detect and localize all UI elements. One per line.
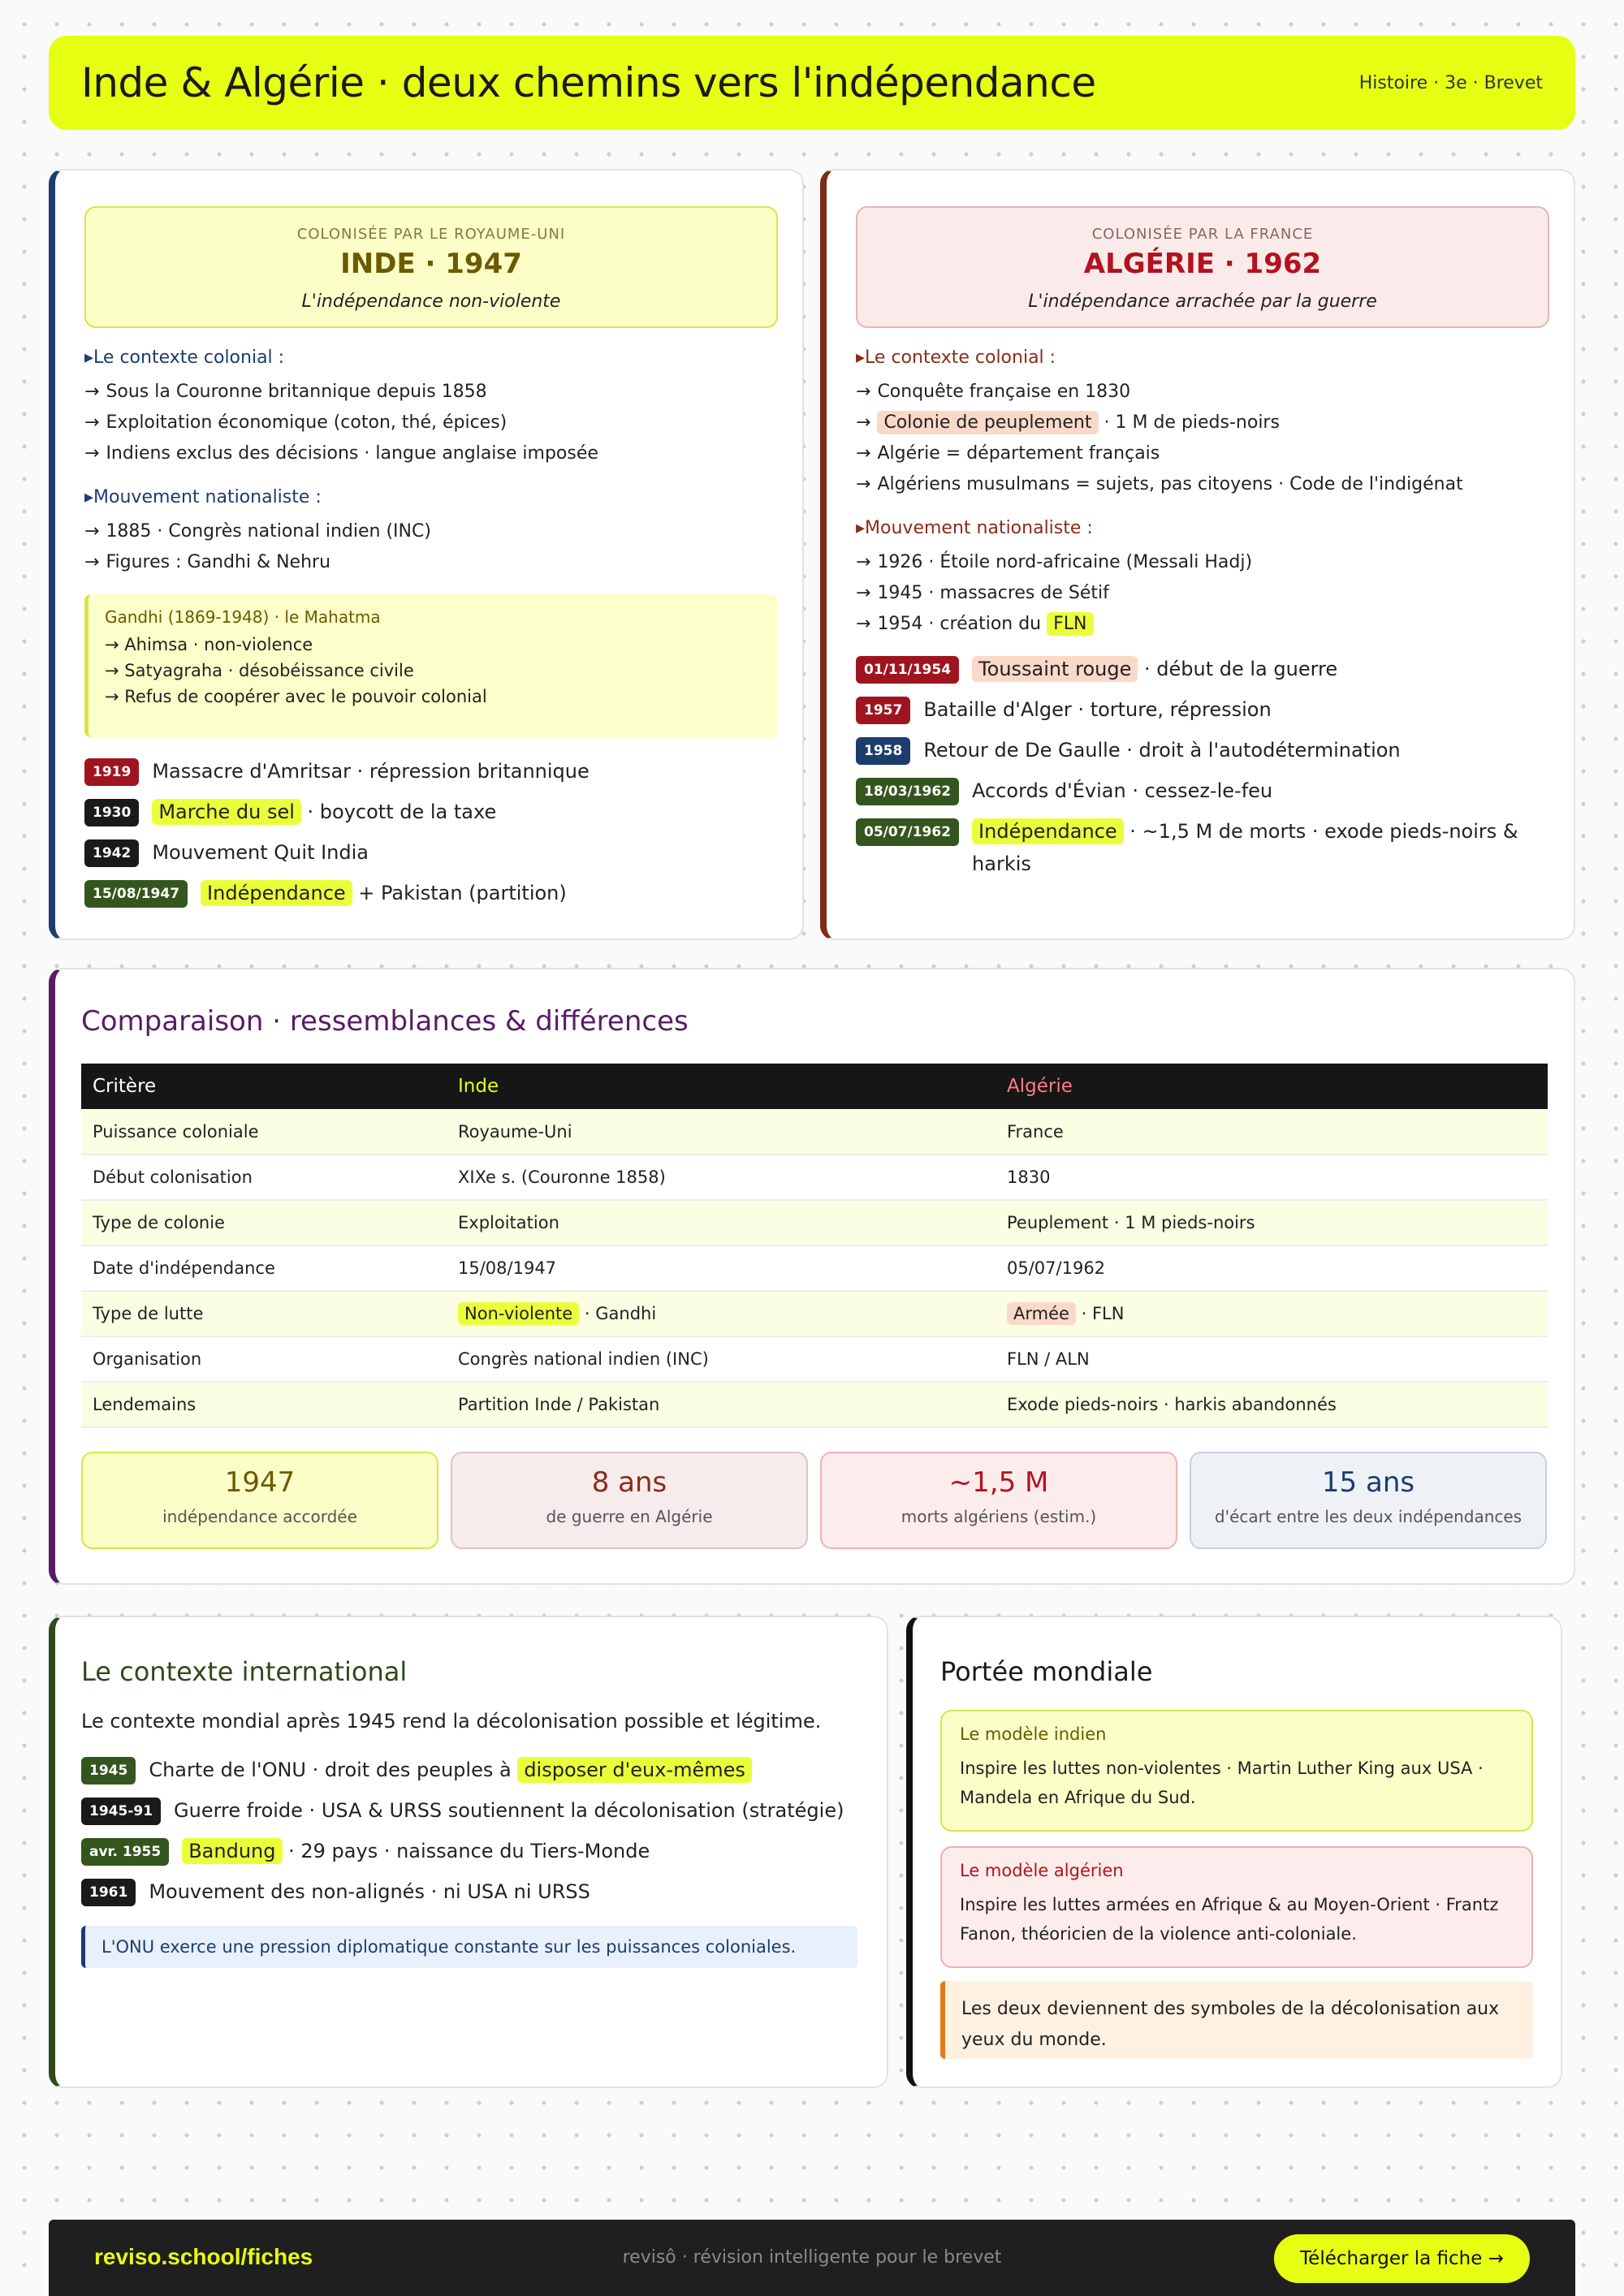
inde-hero: [84, 206, 778, 328]
algerie-tagline: L'indépendance arrachée par la guerre: [1028, 291, 1377, 312]
gandhi-item-text: Ahimsa · non-violence: [124, 635, 313, 654]
international-event: [81, 1879, 590, 1908]
algerie-event: [856, 737, 1401, 766]
inde-context-item: [84, 443, 598, 464]
stat-card: [1190, 1452, 1547, 1549]
arrow-icon: →: [84, 382, 100, 402]
algerie-movement-item: [856, 583, 1109, 603]
table-cell: Lendemains: [81, 1382, 447, 1427]
fln-highlight: FLN: [1047, 612, 1093, 636]
event-text: [182, 1835, 650, 1867]
table-cell: Type de colonie: [81, 1200, 447, 1245]
portee-title: Portée mondiale: [940, 1656, 1153, 1687]
table-cell: Exode pieds-noirs · harkis abandonnés: [996, 1382, 1548, 1427]
inde-event: [84, 839, 369, 869]
event-text-rest: + Pakistan (partition): [352, 882, 567, 904]
algerie-movement-title: ▸ Mouvement nationaliste :: [856, 518, 1093, 538]
page-title: Inde & Algérie · deux chemins vers l'indépendance: [81, 59, 1096, 106]
arrow-icon: →: [84, 521, 100, 542]
algerie-hero: [856, 206, 1549, 328]
inde-sub: COLONISÉE PAR LE ROYAUME-UNI: [296, 226, 566, 243]
stat-value: 1947: [224, 1466, 296, 1499]
arrow-icon: →: [856, 583, 871, 603]
event-highlight: Indépendance: [201, 880, 352, 906]
event-text: Accords d'Évian · cessez-le-feu: [972, 779, 1273, 802]
gandhi-item-text: Satyagraha · désobéissance civile: [124, 661, 414, 680]
gandhi-item-text: Refus de coopérer avec le pouvoir colonial: [124, 687, 487, 706]
algerie-title: ALGÉRIE · 1962: [1083, 248, 1322, 280]
date-badge: 18/03/1962: [856, 778, 959, 805]
table-row: [81, 1200, 1548, 1245]
algerie-context-item: [856, 443, 1160, 464]
table-cell: Début colonisation: [81, 1154, 447, 1200]
algerie-context-text: Algériens musulmans = sujets, pas citoyens · Code de l'indigénat: [877, 474, 1463, 494]
page-header: [49, 36, 1575, 130]
arrow-icon: →: [105, 661, 125, 680]
event-text-rest: · 29 pays · naissance du Tiers-Monde: [282, 1840, 650, 1862]
lutte-highlight-algerie: Armée: [1007, 1302, 1076, 1325]
inde-movement-item: [84, 521, 431, 542]
algerie-movement-item: [856, 552, 1252, 572]
event-text-rest: harkis: [972, 852, 1031, 875]
lutte-suffix: · Gandhi: [579, 1304, 657, 1323]
footer: [49, 2220, 1575, 2296]
inde-movement-text: Figures : Gandhi & Nehru: [106, 552, 331, 572]
international-event: [81, 1757, 752, 1786]
table-cell: Peuplement · 1 M pieds-noirs: [996, 1200, 1548, 1245]
date-badge: 1957: [856, 697, 910, 724]
event-highlight: Toussaint rouge: [972, 656, 1138, 682]
table-row: [81, 1245, 1548, 1291]
lutte-suffix: · FLN: [1075, 1304, 1125, 1323]
event-text: Massacre d'Amritsar · répression britannique: [152, 760, 590, 783]
comparison-title: Comparaison · ressemblances & différences: [81, 1005, 689, 1038]
algerie-event: [856, 697, 1272, 726]
stat-label: morts algériens (estim.): [901, 1507, 1097, 1526]
inde-context-title: ▸ Le contexte colonial :: [84, 347, 284, 368]
arrow-icon: →: [105, 687, 125, 706]
algerie-event: [856, 778, 1272, 807]
indien-model-box: [940, 1710, 1533, 1832]
inde-context-item: [84, 382, 487, 402]
indien-model-text: Inspire les luttes non-violentes · Martin Luther King aux USA · Mandela en Afrique du Sud.: [960, 1759, 1484, 1807]
download-button[interactable]: Télécharger la fiche →: [1274, 2234, 1530, 2283]
table-row: [81, 1336, 1548, 1382]
event-text: [149, 1754, 752, 1786]
event-text: Mouvement Quit India: [152, 841, 369, 864]
algerie-card: [820, 169, 1575, 940]
algerie-context-item: [856, 412, 1280, 433]
gandhi-item: [105, 687, 762, 706]
date-badge: 1945: [81, 1757, 136, 1785]
date-badge: 1930: [84, 799, 139, 826]
algerie-context-text: Conquête française en 1830: [877, 382, 1131, 402]
inde-movement-text: 1885 · Congrès national indien (INC): [106, 521, 431, 542]
event-text-rest: · boycott de la taxe: [300, 801, 497, 823]
stat-value: 8 ans: [591, 1466, 667, 1499]
event-text-rest: · début de la guerre: [1138, 658, 1338, 680]
algerie-context-text: · 1 M de pieds-noirs: [1098, 412, 1280, 433]
inde-event: [84, 799, 496, 828]
international-event: [81, 1838, 650, 1867]
event-highlight: disposer d'eux-mêmes: [517, 1757, 752, 1783]
event-text: Retour de De Gaulle · droit à l'autodétermination: [923, 739, 1401, 762]
inde-card: [49, 169, 804, 940]
event-highlight: Marche du sel: [152, 799, 301, 825]
stat-card: [451, 1452, 808, 1549]
date-badge: 01/11/1954: [856, 656, 959, 684]
event-text-rest: Charte de l'ONU · droit des peuples à: [149, 1759, 518, 1781]
date-badge: 15/08/1947: [84, 880, 188, 908]
arrow-icon: →: [84, 412, 100, 433]
event-highlight: Bandung: [182, 1838, 282, 1864]
table-row: [81, 1382, 1548, 1427]
table-cell: Partition Inde / Pakistan: [447, 1382, 996, 1427]
table-cell: France: [996, 1109, 1548, 1154]
column-header-algerie: Algérie: [996, 1064, 1548, 1109]
stat-label: d'écart entre les deux indépendances: [1214, 1507, 1522, 1526]
algerien-model-title: Le modèle algérien: [960, 1861, 1124, 1880]
event-text-rest: · ~1,5 M de morts · exode pieds-noirs &: [1123, 820, 1518, 843]
comparison-table: [81, 1064, 1548, 1428]
table-cell: Puissance coloniale: [81, 1109, 447, 1154]
event-text: Bataille d'Alger · torture, répression: [923, 698, 1272, 721]
table-cell: Organisation: [81, 1336, 447, 1382]
inde-context-text: Exploitation économique (coton, thé, épices): [106, 412, 508, 433]
date-badge: 1942: [84, 839, 139, 867]
table-cell: Type de lutte: [81, 1291, 447, 1336]
algerien-model-text: Inspire les luttes armées en Afrique & au Moyen-Orient · Frantz Fanon, théoricien de la violence anti-coloniale.: [960, 1895, 1499, 1944]
breadcrumb: Histoire · 3e · Brevet: [1358, 72, 1543, 93]
arrow-icon: →: [105, 635, 125, 654]
event-text: [201, 877, 567, 909]
date-badge: 05/07/1962: [856, 818, 959, 846]
event-text: Guerre froide · USA & URSS soutiennent la décolonisation (stratégie): [174, 1799, 844, 1822]
column-header-inde: Inde: [447, 1064, 996, 1109]
date-badge: 1945-91: [81, 1798, 161, 1825]
arrow-icon: →: [856, 443, 871, 464]
stat-card: [820, 1452, 1177, 1549]
inde-event: [84, 758, 590, 788]
inde-movement-item: [84, 552, 330, 572]
algerie-movement-text: 1945 · massacres de Sétif: [877, 583, 1109, 603]
algerie-context-item: [856, 474, 1463, 494]
table-cell: Royaume-Uni: [447, 1109, 996, 1154]
inde-context-item: [84, 412, 507, 433]
inde-tagline: L'indépendance non-violente: [301, 291, 561, 312]
gandhi-title: Gandhi (1869-1948) · le Mahatma: [105, 607, 381, 627]
event-text: [972, 815, 1518, 880]
inde-title: INDE · 1947: [340, 248, 522, 280]
algerie-context-highlight: Colonie de peuplement: [877, 411, 1098, 434]
stat-value: ~1,5 M: [948, 1466, 1049, 1499]
event-text: [152, 796, 496, 828]
footer-brand-link[interactable]: reviso.school/fiches: [94, 2244, 313, 2269]
table-row: [81, 1154, 1548, 1200]
date-badge: 1961: [81, 1879, 136, 1906]
table-cell: XIXe s. (Couronne 1858): [447, 1154, 996, 1200]
event-highlight: Indépendance: [972, 818, 1124, 844]
algerie-event: [856, 656, 1337, 685]
gandhi-box: [84, 594, 778, 737]
stat-card: [81, 1452, 438, 1549]
gandhi-item: [105, 661, 762, 680]
arrow-icon: →: [84, 443, 100, 464]
column-header-criterion: Critère: [81, 1064, 447, 1109]
event-text: Mouvement des non-alignés · ni USA ni URSS: [149, 1880, 590, 1903]
inde-context-text: Indiens exclus des décisions · langue anglaise imposée: [106, 443, 598, 464]
table-cell: FLN / ALN: [996, 1336, 1548, 1382]
date-badge: 1958: [856, 737, 910, 765]
table-cell: [447, 1291, 996, 1336]
algerie-context-text: Algérie = département français: [877, 443, 1160, 464]
arrow-icon: →: [856, 412, 871, 433]
inde-event: [84, 880, 567, 909]
stat-label: indépendance accordée: [162, 1507, 357, 1526]
algerie-movement-text: 1954 · création du: [877, 614, 1042, 634]
table-cell: 05/07/1962: [996, 1245, 1548, 1291]
table-cell: [996, 1291, 1548, 1336]
table-header-row: [81, 1064, 1548, 1109]
table-cell: Date d'indépendance: [81, 1245, 447, 1291]
table-row: [81, 1291, 1548, 1336]
algerie-context-title: ▸ Le contexte colonial :: [856, 347, 1056, 368]
event-text: [972, 653, 1337, 685]
arrow-icon: →: [856, 474, 871, 494]
arrow-icon: →: [856, 382, 871, 402]
table-cell: 1830: [996, 1154, 1548, 1200]
portee-note: Les deux deviennent des symboles de la décolonisation aux yeux du monde.: [940, 1981, 1533, 2059]
algerien-model-box: [940, 1846, 1533, 1968]
date-badge: 1919: [84, 758, 139, 786]
international-intro: Le contexte mondial après 1945 rend la décolonisation possible et légitime.: [81, 1710, 822, 1733]
table-cell: Congrès national indien (INC): [447, 1336, 996, 1382]
stat-value: 15 ans: [1321, 1466, 1415, 1499]
inde-context-text: Sous la Couronne britannique depuis 1858: [106, 382, 487, 402]
arrow-icon: →: [856, 552, 871, 572]
arrow-icon: →: [856, 614, 871, 634]
algerie-context-item: [856, 382, 1130, 402]
gandhi-item: [105, 635, 762, 654]
onu-note: L'ONU exerce une pression diplomatique constante sur les puissances coloniales.: [81, 1926, 857, 1968]
stat-label: de guerre en Algérie: [546, 1507, 713, 1526]
table-row: [81, 1109, 1548, 1154]
indien-model-title: Le modèle indien: [960, 1724, 1107, 1744]
algerie-sub: COLONISÉE PAR LA FRANCE: [1091, 226, 1314, 243]
lutte-highlight-inde: Non-violente: [458, 1302, 579, 1325]
inde-movement-title: ▸ Mouvement nationaliste :: [84, 487, 322, 507]
date-badge: avr. 1955: [81, 1838, 169, 1866]
footer-tagline: revisô · révision intelligente pour le brevet: [622, 2247, 1002, 2268]
international-event: [81, 1798, 844, 1827]
arrow-icon: →: [84, 552, 100, 572]
algerie-movement-text: 1926 · Étoile nord-africaine (Messali Hadj): [877, 552, 1253, 572]
international-title: Le contexte international: [81, 1656, 408, 1687]
table-cell: Exploitation: [447, 1200, 996, 1245]
algerie-event: [856, 818, 1546, 880]
table-cell: 15/08/1947: [447, 1245, 996, 1291]
algerie-movement-item: [856, 614, 1094, 634]
